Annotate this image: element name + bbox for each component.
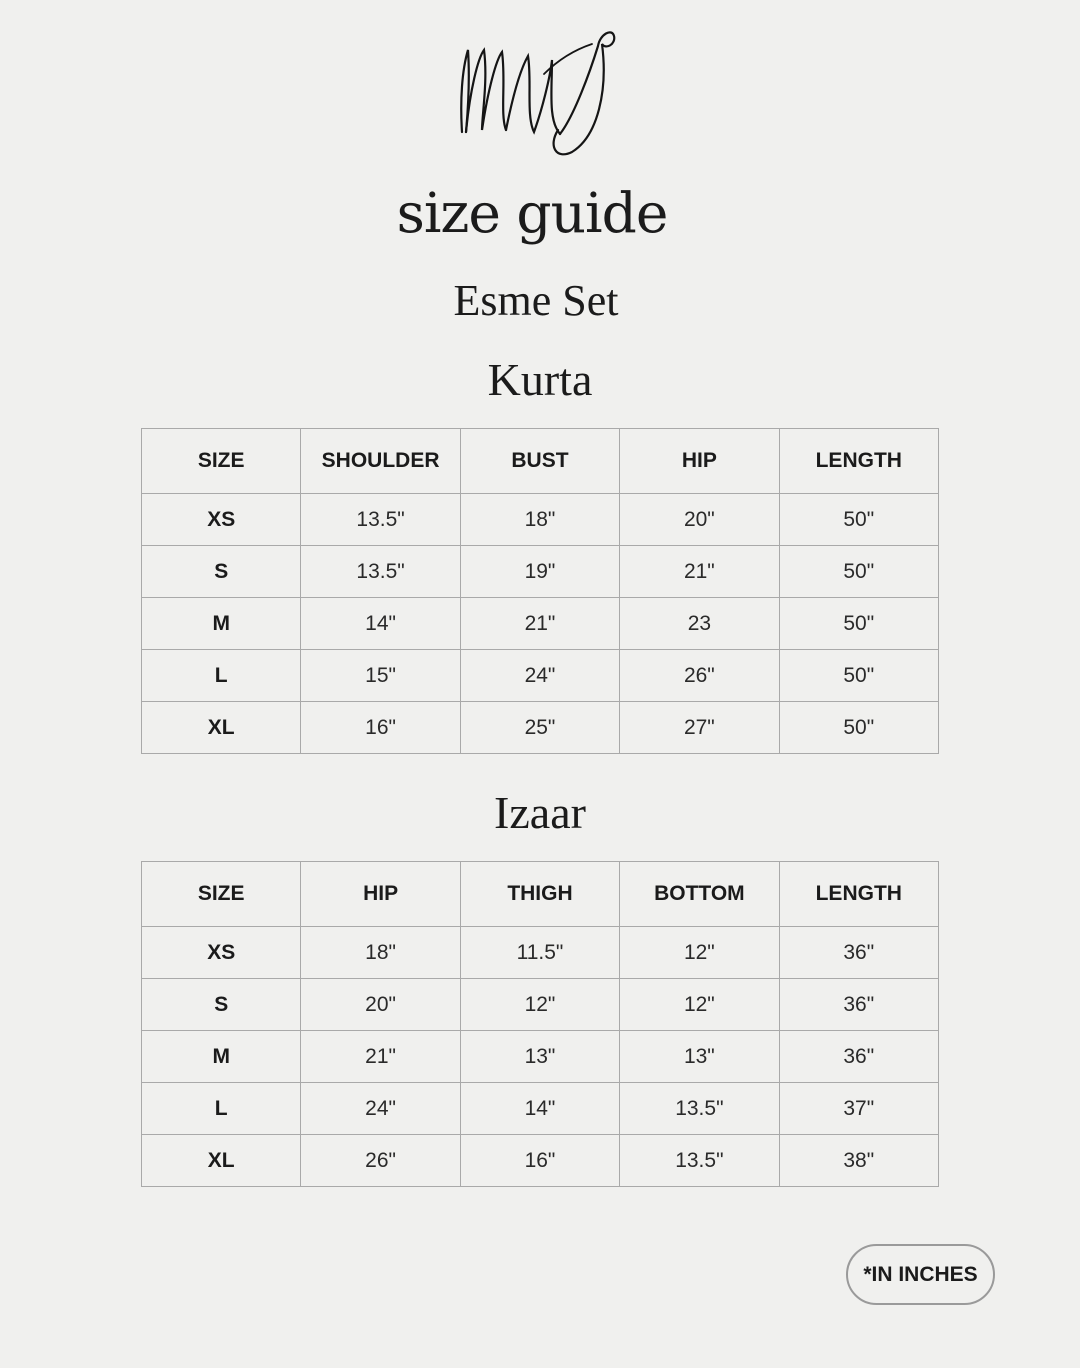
column-header: LENGTH	[779, 429, 938, 494]
size-cell: L	[142, 1083, 301, 1135]
table-cell: 15"	[301, 650, 460, 702]
size-cell: XS	[142, 494, 301, 546]
table-header-row	[142, 862, 939, 927]
table-cell: 14"	[301, 598, 460, 650]
table-cell: 16"	[460, 1135, 619, 1187]
table-cell: 24"	[301, 1083, 460, 1135]
table-cell: 13"	[620, 1031, 779, 1083]
table-row	[142, 1031, 939, 1083]
size-cell: S	[142, 979, 301, 1031]
table-cell: 50"	[779, 546, 938, 598]
set-name: Esme Set	[453, 276, 619, 325]
table-cell: 25"	[460, 702, 619, 754]
izaar-section-title: Izaar	[494, 787, 586, 838]
table-cell: 26"	[301, 1135, 460, 1187]
table-cell: 36"	[779, 1031, 938, 1083]
table-row	[142, 927, 939, 979]
page-title: size guide	[396, 181, 668, 245]
table-cell: 50"	[779, 494, 938, 546]
table-cell: 21"	[301, 1031, 460, 1083]
table-row	[142, 979, 939, 1031]
table-cell: 27"	[620, 702, 779, 754]
table-cell: 50"	[779, 598, 938, 650]
column-header: SIZE	[142, 429, 301, 494]
size-cell: XL	[142, 702, 301, 754]
table-cell: 11.5"	[460, 927, 619, 979]
column-header: BOTTOM	[620, 862, 779, 927]
table-row	[142, 702, 939, 754]
table-cell: 36"	[779, 979, 938, 1031]
column-header: THIGH	[460, 862, 619, 927]
table-cell: 21"	[460, 598, 619, 650]
table-cell: 12"	[460, 979, 619, 1031]
column-header: LENGTH	[779, 862, 938, 927]
table-cell: 50"	[779, 650, 938, 702]
size-cell: S	[142, 546, 301, 598]
table-cell: 19"	[460, 546, 619, 598]
size-cell: M	[142, 1031, 301, 1083]
table-cell: 13"	[460, 1031, 619, 1083]
table-cell: 18"	[301, 927, 460, 979]
size-cell: L	[142, 650, 301, 702]
table-cell: 13.5"	[620, 1135, 779, 1187]
izaar-size-table	[141, 861, 939, 1187]
table-cell: 20"	[620, 494, 779, 546]
table-cell: 23	[620, 598, 779, 650]
table-cell: 37"	[779, 1083, 938, 1135]
table-cell: 21"	[620, 546, 779, 598]
size-cell: XL	[142, 1135, 301, 1187]
column-header: SHOULDER	[301, 429, 460, 494]
kurta-section-title: Kurta	[487, 354, 593, 405]
size-cell: M	[142, 598, 301, 650]
table-cell: 18"	[460, 494, 619, 546]
table-cell: 20"	[301, 979, 460, 1031]
table-header-row	[142, 429, 939, 494]
table-row	[142, 650, 939, 702]
table-cell: 26"	[620, 650, 779, 702]
size-cell: XS	[142, 927, 301, 979]
column-header: SIZE	[142, 862, 301, 927]
column-header: BUST	[460, 429, 619, 494]
table-row	[142, 494, 939, 546]
table-cell: 13.5"	[620, 1083, 779, 1135]
table-cell: 24"	[460, 650, 619, 702]
table-cell: 38"	[779, 1135, 938, 1187]
column-header: HIP	[620, 429, 779, 494]
table-cell: 36"	[779, 927, 938, 979]
table-row	[142, 1083, 939, 1135]
table-cell: 13.5"	[301, 546, 460, 598]
column-header: HIP	[301, 862, 460, 927]
table-cell: 16"	[301, 702, 460, 754]
units-note-badge: *IN INCHES	[846, 1244, 995, 1305]
table-row	[142, 1135, 939, 1187]
table-row	[142, 598, 939, 650]
table-cell: 13.5"	[301, 494, 460, 546]
table-row	[142, 546, 939, 598]
table-cell: 12"	[620, 979, 779, 1031]
table-cell: 12"	[620, 927, 779, 979]
kurta-size-table	[141, 428, 939, 754]
brand-logo-icon	[448, 20, 624, 160]
table-cell: 50"	[779, 702, 938, 754]
table-cell: 14"	[460, 1083, 619, 1135]
